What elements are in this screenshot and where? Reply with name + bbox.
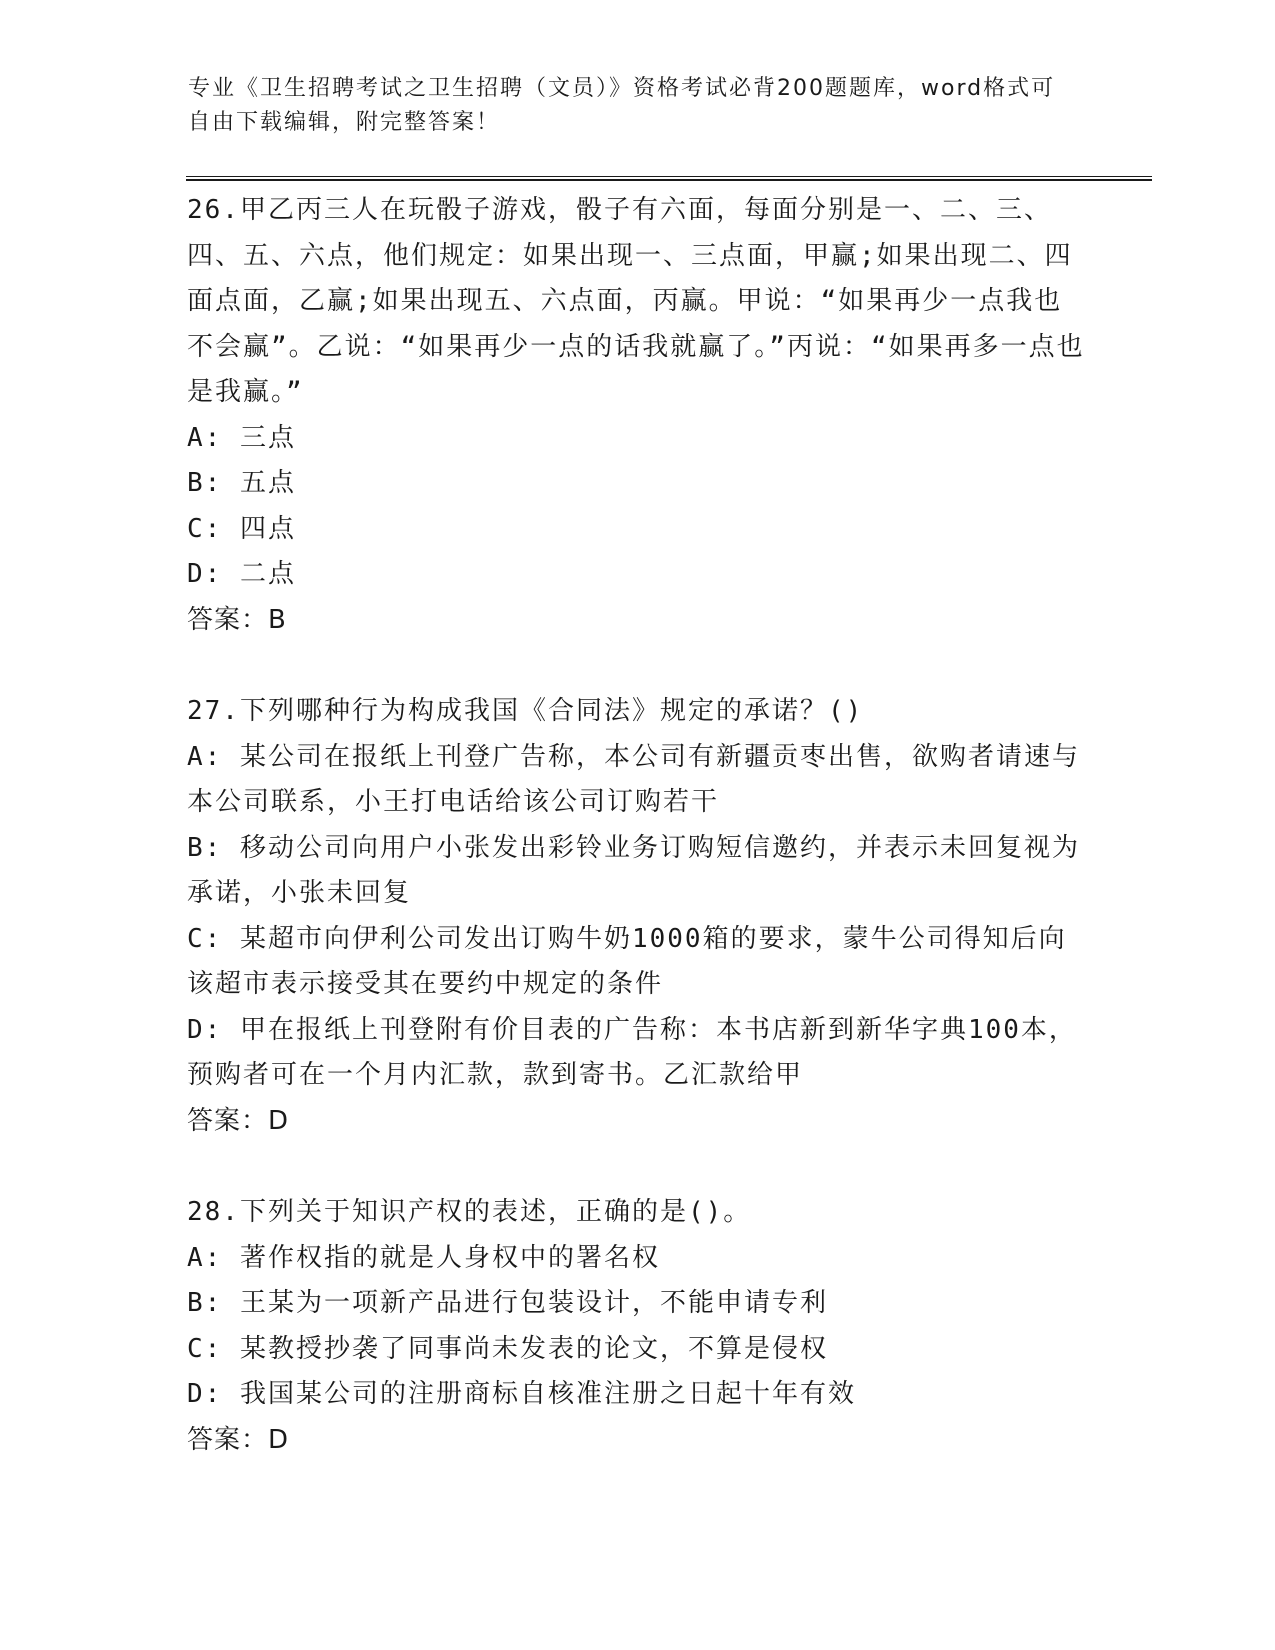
- question-stem: 27.下列哪种行为构成我国《合同法》规定的承诺？(): [187, 696, 864, 726]
- answer-label: 答案：D: [187, 1105, 290, 1136]
- option-a: A: 著作权指的就是人身权中的署名权: [187, 1242, 660, 1273]
- option-a: A: 三点: [187, 422, 296, 453]
- answer-label: 答案：B: [187, 604, 287, 635]
- header-divider: [186, 176, 1152, 181]
- question-27: [187, 689, 1087, 1144]
- option-c: C: 某超市向伊利公司发出订购牛奶1000箱的要求，蒙牛公司得知后向该超市表示接受其在要约中规定的条件: [187, 923, 1067, 999]
- option-d: D: 二点: [187, 559, 296, 589]
- option-c: C: 某教授抄袭了同事尚未发表的论文，不算是侵权: [187, 1333, 828, 1364]
- question-stem: 28.下列关于知识产权的表述，正确的是()。: [187, 1197, 752, 1227]
- option-c: C: 四点: [187, 513, 296, 544]
- document-header: 专业《卫生招聘考试之卫生招聘（文员）》资格考试必背200题题库，word格式可自由下载编辑，附完整答案！: [188, 76, 1056, 135]
- option-b: B: 五点: [187, 468, 296, 498]
- option-b: B: 王某为一项新产品进行包装设计，不能申请专利: [187, 1288, 828, 1318]
- option-d: D: 甲在报纸上刊登附有价目表的广告称：本书店新到新华字典100本，预购者可在一个月内汇款，款到寄书。乙汇款给甲: [187, 1014, 1077, 1090]
- option-b: B: 移动公司向用户小张发出彩铃业务订购短信邀约，并表示未回复视为承诺，小张未回复: [187, 832, 1080, 908]
- question-list: [187, 188, 1087, 1509]
- question-28: [187, 1190, 1087, 1463]
- option-a: A: 某公司在报纸上刊登广告称，本公司有新疆贡枣出售，欲购者请速与本公司联系，小王打电话给该公司订购若干: [187, 741, 1080, 817]
- answer-label: 答案：D: [187, 1424, 290, 1455]
- question-stem: 26.甲乙丙三人在玩骰子游戏，骰子有六面，每面分别是一、二、三、四、五、六点，他们规定：如果出现一、三点面，甲赢;如果出现二、四面点面，乙赢;如果出现五、六点面，丙赢。甲说：“如果再少一点我也不会赢”。乙说：“如果再少一点的话我就赢了。”丙说：“如果再多一点也是我赢。”: [187, 195, 1085, 407]
- option-d: D: 我国某公司的注册商标自核准注册之日起十年有效: [187, 1379, 856, 1409]
- question-26: [187, 188, 1087, 643]
